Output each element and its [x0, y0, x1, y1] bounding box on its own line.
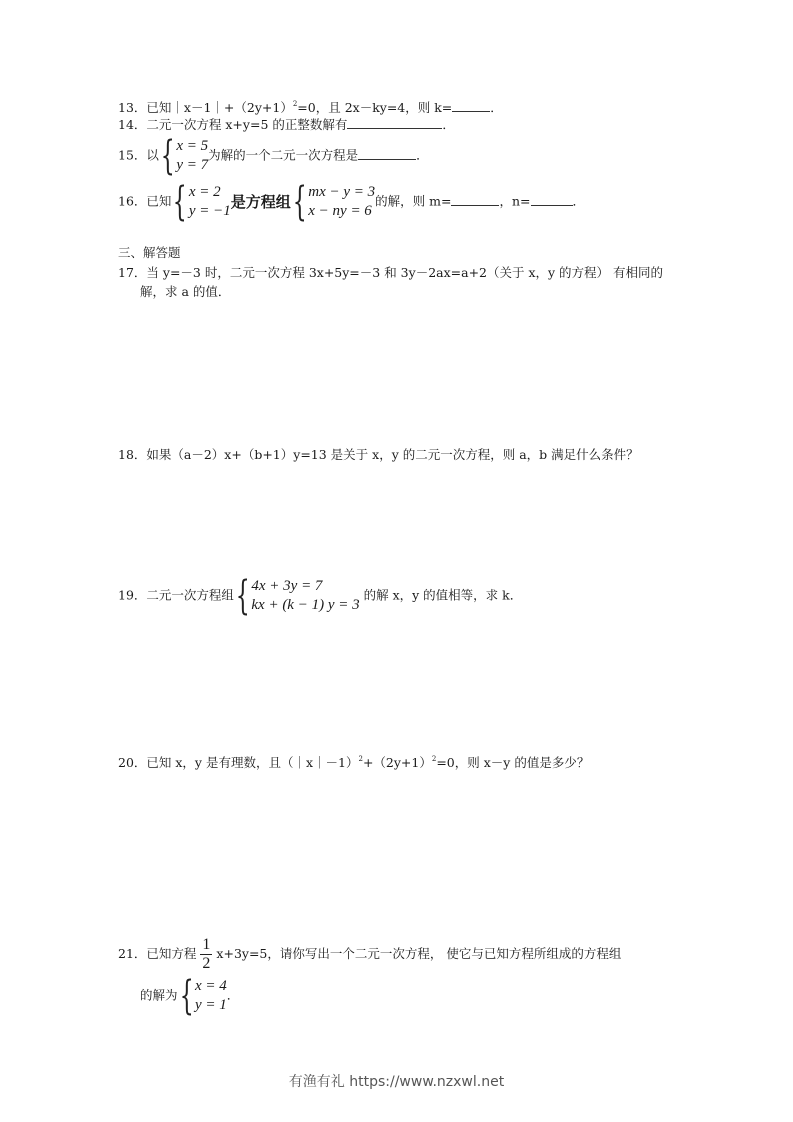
question-14	[118, 116, 455, 133]
q17-number: 17．	[118, 265, 147, 280]
question-17	[118, 265, 663, 281]
equation: x = 2	[188, 184, 221, 200]
answer-blank[interactable]	[452, 99, 490, 112]
equation: y = 7	[176, 157, 209, 173]
question-16	[118, 179, 586, 225]
brace-icon: {	[292, 179, 307, 225]
brace-icon: {	[160, 133, 175, 179]
q16-post: 的解，则 m=	[375, 193, 452, 209]
q15-end: ．	[416, 147, 429, 163]
fraction-numerator: 1	[202, 936, 211, 953]
q14-end: ．	[442, 117, 455, 132]
q13-end: ．	[490, 100, 503, 115]
q20-number: 20．	[118, 755, 147, 770]
q13-post: =0，且 2x－ky=4，则 k=	[297, 100, 453, 115]
q19-post: 的解 x，y 的值相等，求 k．	[363, 587, 523, 603]
question-13	[118, 96, 503, 116]
question-21-line2	[140, 973, 240, 1019]
fraction-denominator: 2	[202, 955, 211, 972]
equation: x = 4	[194, 978, 227, 994]
q16-sep: ，n=	[499, 193, 531, 209]
question-18	[118, 447, 639, 463]
q13-pre: 已知｜x－1｜+（2y+1）	[146, 100, 293, 115]
q19-number: 19．	[118, 587, 147, 603]
q18-number: 18．	[118, 447, 147, 462]
fraction	[200, 936, 212, 973]
question-19	[118, 573, 523, 619]
q20-sup1: 2	[358, 755, 363, 763]
q16-pre: 已知	[146, 193, 172, 209]
question-21	[118, 936, 621, 973]
question-15	[118, 133, 429, 179]
answer-blank-n[interactable]	[531, 193, 573, 206]
equation-system	[291, 179, 376, 225]
question-20	[118, 751, 589, 771]
q21-line2-pre: 的解为	[140, 987, 178, 1003]
q21-end: ．	[226, 987, 240, 1003]
q21-post: x+3y=5，请你写出一个二元一次方程， 使它与已知方程所组成的方程组	[216, 946, 622, 961]
equation: y = 1	[194, 997, 227, 1013]
q13-sup: 2	[292, 100, 298, 108]
footer-watermark: 有渔有礼 https://www.nzxwl.net	[288, 1074, 505, 1090]
q20-pre: 已知 x，y 是有理数，且（｜x｜－1）	[146, 755, 359, 770]
q17-line1: 当 y=－3 时，二元一次方程 3x+5y=－3 和 3y－2ax=a+2（关于 x，y 的方程） 有相同的	[146, 265, 664, 280]
q21-pre: 已知方程	[146, 946, 197, 961]
q15-pre: 以	[146, 147, 159, 163]
answer-blank[interactable]	[358, 147, 416, 160]
equation: kx + (k − 1) y = 3	[251, 597, 360, 613]
q16-mid: 是方程组	[230, 193, 291, 211]
equation: 4x + 3y = 7	[251, 578, 323, 594]
equation: y = −1	[188, 203, 231, 219]
q16-number: 16．	[118, 193, 147, 209]
q19-pre: 二元一次方程组	[146, 587, 234, 603]
equation-system	[178, 973, 227, 1019]
answer-blank[interactable]	[347, 116, 442, 129]
q20-mid: +（2y+1）	[362, 755, 432, 770]
q20-post: =0，则 x－y 的值是多少？	[436, 755, 590, 770]
q15-post: 为解的一个二元一次方程是	[208, 147, 359, 163]
brace-icon: {	[235, 573, 250, 619]
q18-text: 如果（a－2）x+（b+1）y=13 是关于 x，y 的二元一次方程，则 a，b 满足什么条件？	[146, 447, 639, 462]
q14-text: 二元一次方程 x+y=5 的正整数解有	[146, 117, 348, 132]
equation-system	[159, 133, 209, 179]
q14-number: 14．	[118, 117, 147, 132]
equation: x = 5	[176, 138, 209, 154]
equation: x − ny = 6	[308, 203, 372, 219]
brace-icon: {	[173, 179, 188, 225]
q15-number: 15．	[118, 147, 147, 163]
equation-system	[234, 573, 360, 619]
equation: mx − y = 3	[308, 184, 376, 200]
answer-blank-m[interactable]	[451, 193, 499, 206]
q13-number: 13．	[118, 100, 147, 115]
q21-number: 21．	[118, 946, 147, 961]
equation-system	[171, 179, 231, 225]
question-17-line2: 解，求 a 的值．	[140, 284, 231, 299]
q20-sup2: 2	[431, 755, 437, 763]
section-heading: 三、解答题	[118, 245, 181, 260]
q16-end: ．	[572, 193, 586, 209]
brace-icon: {	[179, 973, 194, 1019]
